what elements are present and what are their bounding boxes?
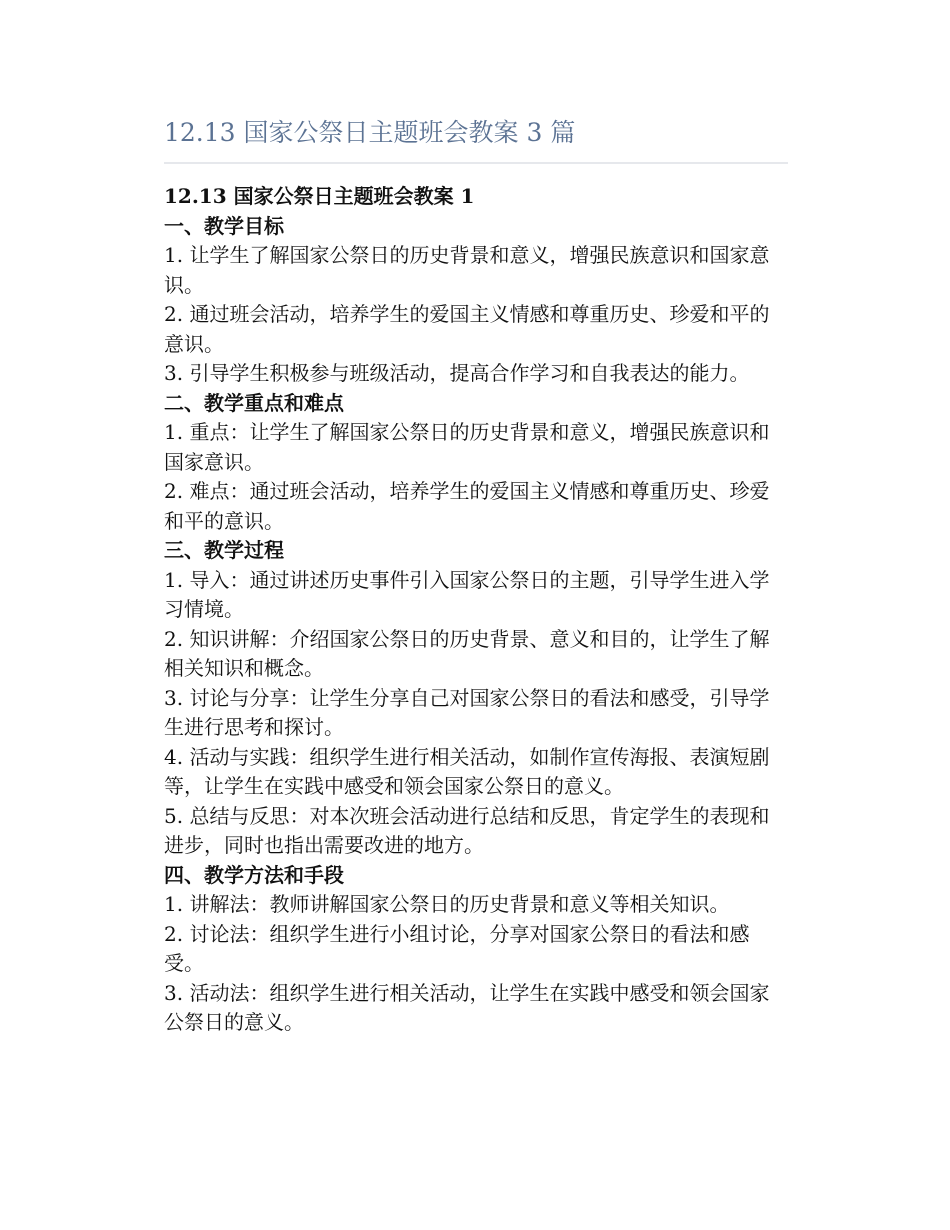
document-page bbox=[164, 110, 788, 1038]
process-item: 1. 导入：通过讲述历史事件引入国家公祭日的主题，引导学生进入学习情境。 bbox=[164, 567, 770, 621]
process-item: 5. 总结与反思：对本次班会活动进行总结和反思，肯定学生的表现和进步，同时也指出需要改进的地方。 bbox=[164, 803, 770, 857]
section-heading-objectives: 一、教学目标 bbox=[164, 213, 284, 238]
document-title: 12.13 国家公祭日主题班会教案 3 篇 bbox=[164, 110, 788, 164]
section-heading-methods: 四、教学方法和手段 bbox=[164, 862, 344, 887]
key-point-item: 2. 难点：通过班会活动，培养学生的爱国主义情感和尊重历史、珍爱和平的意识。 bbox=[164, 479, 770, 533]
objective-item: 2. 通过班会活动，培养学生的爱国主义情感和尊重历史、珍爱和平的意识。 bbox=[164, 302, 770, 356]
lesson-plan-title: 12.13 国家公祭日主题班会教案 1 bbox=[164, 184, 475, 208]
key-point-item: 1. 重点：让学生了解国家公祭日的历史背景和意义，增强民族意识和国家意识。 bbox=[164, 420, 770, 474]
process-item: 2. 知识讲解：介绍国家公祭日的历史背景、意义和目的，让学生了解相关知识和概念。 bbox=[164, 626, 770, 680]
section-heading-process: 三、教学过程 bbox=[164, 538, 284, 562]
method-item: 3. 活动法：组织学生进行相关活动，让学生在实践中感受和领会国家公祭日的意义。 bbox=[164, 980, 770, 1034]
document-body bbox=[164, 182, 788, 1038]
objective-item: 1. 让学生了解国家公祭日的历史背景和意义，增强民族意识和国家意识。 bbox=[164, 243, 770, 297]
objective-item: 3. 引导学生积极参与班级活动，提高合作学习和自我表达的能力。 bbox=[164, 361, 750, 385]
section-heading-key-points: 二、教学重点和难点 bbox=[164, 390, 344, 415]
method-item: 1. 讲解法：教师讲解国家公祭日的历史背景和意义等相关知识。 bbox=[164, 892, 730, 916]
process-item: 3. 讨论与分享：让学生分享自己对国家公祭日的看法和感受，引导学生进行思考和探讨。 bbox=[164, 685, 770, 739]
process-item: 4. 活动与实践：组织学生进行相关活动，如制作宣传海报、表演短剧等，让学生在实践中感受和领会国家公祭日的意义。 bbox=[164, 744, 770, 798]
method-item: 2. 讨论法：组织学生进行小组讨论，分享对国家公祭日的看法和感受。 bbox=[164, 921, 750, 975]
